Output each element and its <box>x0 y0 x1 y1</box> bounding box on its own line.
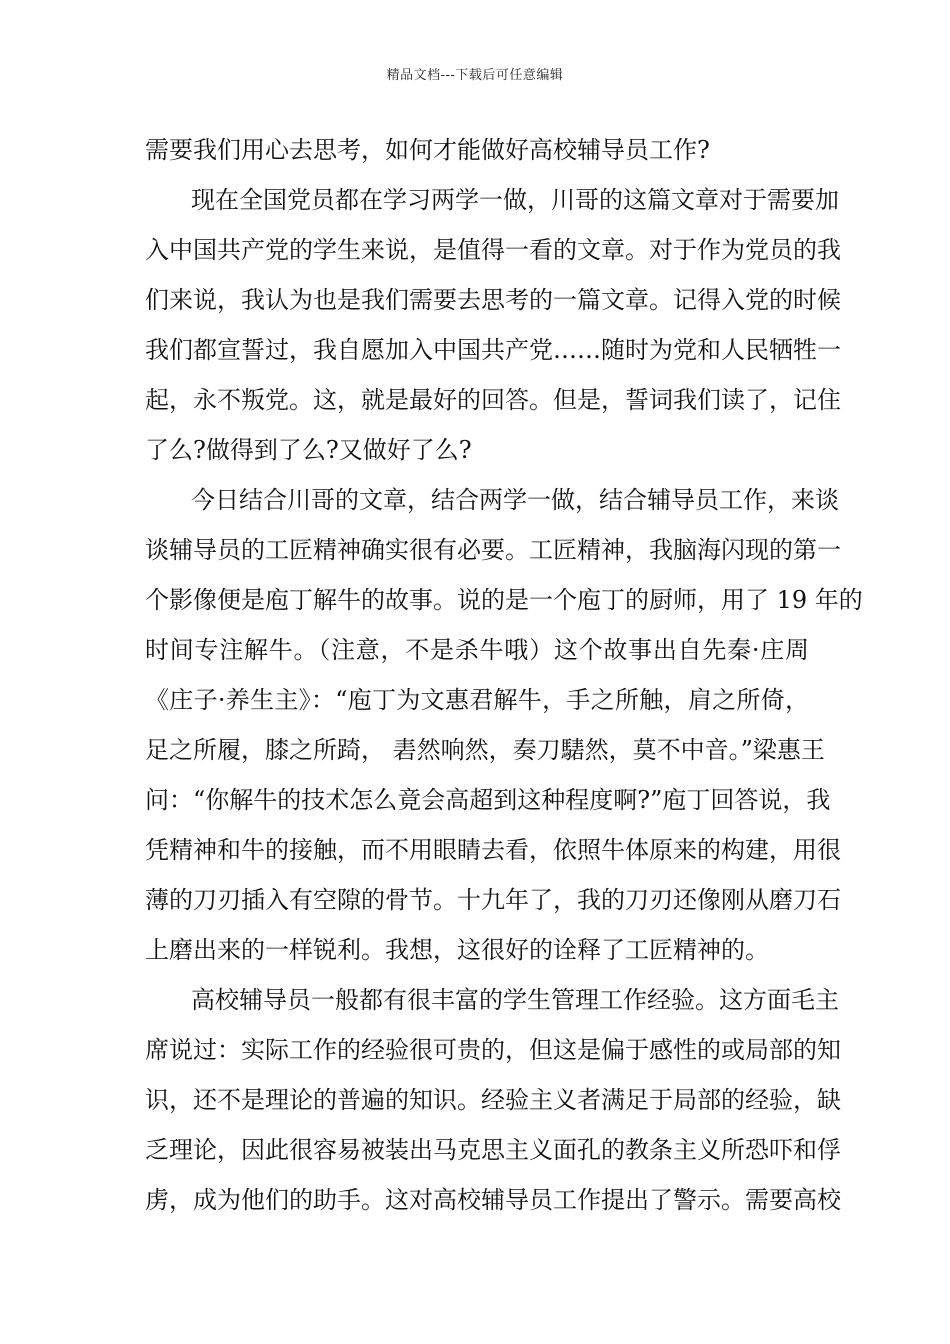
text-line: 薄的刀刃插入有空隙的骨节。十九年了，我的刀刃还像刚从磨刀石 <box>145 886 841 914</box>
text-line: 足之所履，膝之所踦， 砉然响然，奏刀騞然，莫不中音。”梁惠王 <box>145 736 825 764</box>
text-line: 起，永不叛党。这，就是最好的回答。但是，誓词我们读了，记住 <box>145 386 841 414</box>
text-line: 席说过：实际工作的经验很可贵的，但这是偏于感性的或局部的知 <box>145 1036 841 1064</box>
text-line: 入中国共产党的学生来说，是值得一看的文章。对于作为党员的我 <box>145 236 841 264</box>
text-line: 今日结合川哥的文章，结合两学一做，结合辅导员工作，来谈 <box>191 486 839 514</box>
text-line: 问：“你解牛的技术怎么竟会高超到这种程度啊?”庖丁回答说，我 <box>145 786 831 814</box>
document-body <box>145 125 863 1225</box>
text-line: 谈辅导员的工匠精神确实很有必要。工匠精神，我脑海闪现的第一 <box>145 536 841 564</box>
paragraph <box>145 975 841 1225</box>
text-line: 凭精神和牛的接触，而不用眼睛去看，依照牛体原来的构建，用很 <box>145 836 841 864</box>
text-line: 时间专注解牛。（注意，不是杀牛哦）这个故事出自先秦·庄周 <box>145 636 809 664</box>
text-line: 了么?做得到了么?又做好了么? <box>145 436 472 464</box>
text-line: 虏，成为他们的助手。这对高校辅导员工作提出了警示。需要高校 <box>145 1186 841 1214</box>
text-line: 《庄子·养生主》：“庖丁为文惠君解牛，手之所触，肩之所倚， <box>145 686 809 714</box>
paragraph <box>145 475 863 975</box>
text-line: 上磨出来的一样锐利。我想，这很好的诠释了工匠精神的。 <box>145 936 769 964</box>
text-line: 识，还不是理论的普遍的知识。经验主义者满足于局部的经验，缺 <box>145 1086 841 1114</box>
text-line: 们来说，我认为也是我们需要去思考的一篇文章。记得入党的时候 <box>145 286 841 314</box>
text-line: 现在全国党员都在学习两学一做，川哥的这篇文章对于需要加 <box>191 186 839 214</box>
paragraph <box>145 125 809 175</box>
text-line: 高校辅导员一般都有很丰富的学生管理工作经验。这方面毛主 <box>191 986 839 1014</box>
text-line: 乏理论，因此很容易被装出马克思主义面孔的教条主义所恐吓和俘 <box>145 1136 841 1164</box>
text-line: 我们都宣誓过，我自愿加入中国共产党……随时为党和人民牺牲一 <box>145 336 841 364</box>
paragraph <box>145 175 841 475</box>
text-line: 个影像便是庖丁解牛的故事。说的是一个庖丁的厨师，用了 19 年的 <box>145 586 863 614</box>
text-line: 需要我们用心去思考，如何才能做好高校辅导员工作? <box>145 136 710 164</box>
page-header: 精品文档---下载后可任意编辑 <box>386 68 564 83</box>
